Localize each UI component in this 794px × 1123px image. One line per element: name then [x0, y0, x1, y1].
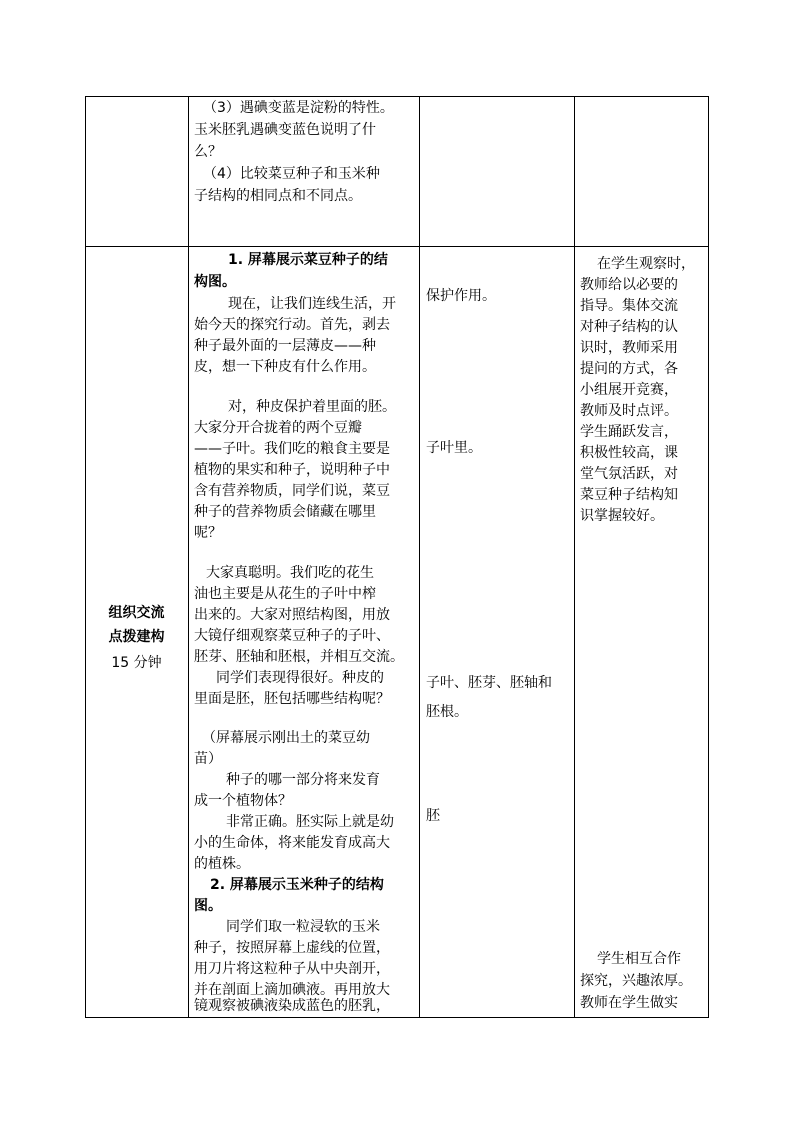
teacher-text-line: 含有营养物质，同学们说，菜豆: [194, 483, 390, 499]
teacher-text-line: 皮，想一下种皮有什么作用。: [194, 359, 376, 375]
note-line: 教师给以必要的: [580, 277, 678, 293]
section-heading: 1. 屏幕展示菜豆种子的结: [228, 252, 388, 268]
section-heading: 2. 屏幕展示玉米种子的结构: [210, 877, 384, 893]
section-heading: 图。: [194, 898, 222, 914]
row1-process-line: 子结构的相同点和不同点。: [194, 188, 362, 204]
teacher-text-line: 种子最外面的一层薄皮——种: [194, 338, 376, 354]
teacher-text-line: 小的生命体，将来能发育成高大: [194, 835, 390, 851]
teacher-text-line: 种子的哪一部分将来发育: [226, 772, 380, 788]
teacher-text-line: 大镜仔细观察菜豆种子的子叶、: [194, 628, 390, 644]
row1-process-line: （4）比较菜豆种子和玉米种: [203, 166, 380, 182]
teacher-text-line: 镜观察被碘液染成蓝色的胚乳，: [194, 998, 390, 1014]
row1-process-line: （3）遇碘变蓝是淀粉的特性。: [203, 100, 394, 116]
note-line: 在学生观察时，: [597, 256, 695, 272]
teacher-text-line: 种子的营养物质会储藏在哪里: [194, 504, 376, 520]
stage-title: 点拨建构: [108, 629, 165, 645]
teacher-text-line: 现在，让我们连线生活，开: [228, 296, 396, 312]
stage-title: 组织交流: [108, 605, 165, 621]
student-answer: 子叶、胚芽、胚轴和: [426, 675, 552, 691]
row1-process-line: 么？: [194, 144, 222, 160]
student-answer: 子叶里。: [426, 440, 482, 456]
row1-process-line: 玉米胚乳遇碘变蓝色说明了什: [194, 122, 376, 138]
student-answer: 胚根。: [426, 704, 468, 720]
note-line: 识掌握较好。: [580, 508, 664, 524]
note-line: 学生踊跃发言，: [580, 424, 678, 440]
teacher-text-line: 的植株。: [194, 856, 250, 872]
note-line: 菜豆种子结构知: [580, 487, 678, 503]
teacher-text-line: 非常正确。胚实际上就是幼: [226, 814, 394, 830]
note-line: 探究，兴趣浓厚。: [580, 973, 692, 989]
teacher-text-line: 大家真聪明。我们吃的花生: [206, 565, 374, 581]
teacher-text-line: 苗）: [194, 751, 222, 767]
teacher-text-line: 胚芽、胚轴和胚根，并相互交流。: [194, 649, 404, 665]
teacher-text-line: 植物的果实和种子，说明种子中: [194, 462, 390, 478]
student-answer: 保护作用。: [426, 288, 496, 304]
student-answer: 胚: [426, 808, 440, 824]
teacher-text-line: 对，种皮保护着里面的胚。: [228, 399, 396, 415]
teacher-text-line: 油也主要是从花生的子叶中榨: [194, 586, 376, 602]
teacher-text-line: 同学们表现得很好。种皮的: [216, 670, 384, 686]
teacher-text-line: 始今天的探究行动。首先，剥去: [194, 317, 390, 333]
note-line: 学生相互合作: [597, 951, 681, 967]
note-line: 积极性较高，课: [580, 445, 678, 461]
teacher-text-line: （屏幕展示刚出土的菜豆幼: [202, 730, 370, 746]
teacher-text-line: 同学们取一粒浸软的玉米: [226, 919, 380, 935]
note-line: 提问的方式，各: [580, 361, 678, 377]
note-line: 指导。集体交流: [580, 298, 678, 314]
teacher-text-line: 种子，按照屏幕上虚线的位置，: [194, 940, 390, 956]
teacher-text-line: 出来的。大家对照结构图，用放: [194, 607, 390, 623]
teacher-text-line: 呢？: [194, 525, 222, 541]
note-line: 识时，教师采用: [580, 340, 678, 356]
note-line: 堂气氛活跃，对: [580, 466, 678, 482]
teacher-text-line: 成一个植物体？: [194, 793, 292, 809]
section-heading: 构图。: [194, 274, 236, 290]
teacher-text-line: ——子叶。我们吃的粮食主要是: [194, 441, 390, 457]
teacher-text-line: 用刀片将这粒种子从中央剖开，: [194, 961, 390, 977]
teacher-text-line: 里面是胚，胚包括哪些结构呢？: [194, 691, 390, 707]
note-line: 对种子结构的认: [580, 319, 678, 335]
note-line: 教师及时点评。: [580, 403, 678, 419]
teacher-text-line: 大家分开合拢着的两个豆瓣: [194, 420, 362, 436]
note-line: 教师在学生做实: [580, 995, 678, 1011]
teacher-text-line: 并在剖面上滴加碘液。再用放大: [194, 982, 390, 998]
note-line: 小组展开竞赛，: [580, 382, 678, 398]
stage-duration: 15 分钟: [111, 655, 162, 671]
